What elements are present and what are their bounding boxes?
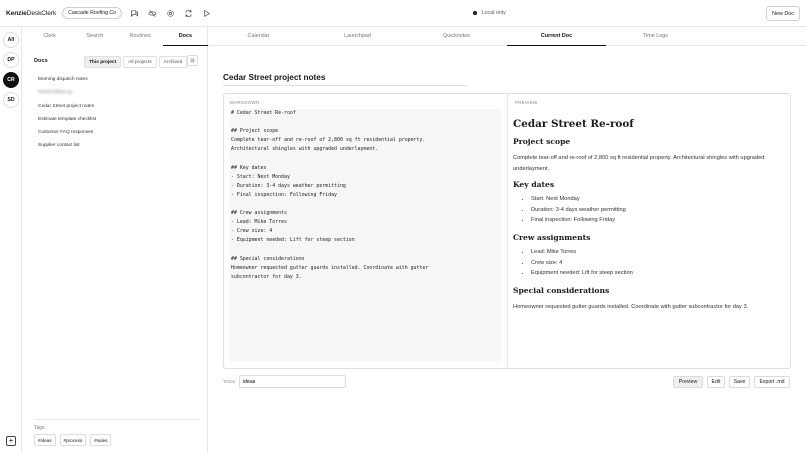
- sidebar: [27, 27, 208, 453]
- list-item: • Start: Next Monday: [531, 194, 786, 205]
- preview-paragraph-scope: Complete tear-off and re-roof of 2,800 sq ft residential property. Architectural shingles with upgraded underlayment.: [513, 155, 765, 172]
- tab-current-doc[interactable]: Current Doc: [507, 27, 606, 46]
- filter-this-project[interactable]: This project: [84, 56, 121, 68]
- tag-sales[interactable]: #sales: [90, 434, 111, 446]
- doc-filter: [84, 56, 189, 68]
- eye-off-icon[interactable]: [148, 9, 157, 18]
- refresh-icon[interactable]: [184, 9, 193, 18]
- main-tabs: [209, 27, 806, 46]
- tab-time-logs[interactable]: Time Logs: [643, 33, 668, 39]
- brand-name-bold: Kenzie: [6, 9, 27, 17]
- doc-item-customer-faq[interactable]: Customer FAQ responses: [38, 130, 94, 136]
- save-button[interactable]: Save: [729, 376, 750, 388]
- doc-item-supplier-contacts[interactable]: Supplier contact list: [38, 143, 80, 149]
- chat-icon[interactable]: [130, 9, 139, 18]
- new-doc-button[interactable]: New Doc: [766, 6, 800, 21]
- tags-input[interactable]: [239, 375, 346, 388]
- brand-name-rest: DeskClerk: [26, 9, 57, 17]
- tags-heading: Tags: [34, 425, 45, 431]
- tab-quicknotes[interactable]: Quicknotes: [443, 33, 470, 39]
- editor: [223, 93, 791, 369]
- tab-clerk[interactable]: Clerk: [43, 33, 56, 39]
- project-rail: [0, 27, 22, 453]
- sync-status: [473, 10, 506, 16]
- collapse-icon[interactable]: ⊡: [187, 55, 198, 66]
- filter-archived[interactable]: Archived: [159, 56, 188, 68]
- status-dot-icon: [473, 11, 477, 15]
- preview-list-crew: [531, 247, 786, 279]
- doc-list: [38, 76, 96, 156]
- rail-cr-button[interactable]: CR: [3, 72, 19, 88]
- rail-dp-button[interactable]: DP: [3, 52, 19, 68]
- preview-button[interactable]: Preview: [673, 376, 703, 388]
- preview-label: PREVIEW: [515, 100, 538, 105]
- doc-item-morning-dispatch[interactable]: Morning dispatch notes: [38, 77, 88, 82]
- list-item: • Crew size: 4: [531, 258, 786, 269]
- sync-status-label: Local only: [481, 10, 506, 16]
- markdown-label: MARKDOWN: [230, 100, 260, 105]
- divider: [34, 419, 200, 420]
- markdown-textarea[interactable]: # Cedar Street Re-roof ## Project scope Complete tear-off and re-roof of 2,800 sq ft residential property. Architectural shingles with upgraded underlayment. ## Key dates - Start: Next Monday - Duration: 3-4 days weather permitting - Final inspection: Following Friday ## Crew assignments - Lead: Mike Torres - Crew size: 4 - Equipment needed: Lift for steep section ## Special considerations Homeowner requested gutter guards installed. Coordinate with gutter subcontractor for day 3.: [230, 109, 501, 361]
- list-item: • Duration: 3-4 days weather permitting: [531, 205, 786, 216]
- workspace-selector[interactable]: Cascade Roofing Co: [62, 7, 122, 19]
- preview-heading-scope: Project scope: [513, 137, 571, 146]
- doc-title[interactable]: Cedar Street project notes: [223, 73, 326, 82]
- tab-calendar[interactable]: Calendar: [247, 33, 270, 39]
- rail-all-button[interactable]: All: [3, 32, 19, 48]
- tab-launchpad[interactable]: Launchpad: [344, 33, 371, 39]
- top-bar: [0, 0, 806, 27]
- play-icon[interactable]: [202, 9, 211, 18]
- add-project-icon[interactable]: +: [6, 436, 16, 446]
- preview-paragraph-special: Homeowner requested gutter guards installed. Coordinate with gutter subcontractor for day 3.: [513, 303, 749, 310]
- app-brand: [6, 10, 56, 17]
- docs-heading: Docs: [34, 58, 48, 64]
- preview-list-dates: [531, 194, 786, 226]
- rail-sd-button[interactable]: SD: [3, 92, 19, 108]
- filter-all-projects[interactable]: All projects: [123, 56, 156, 68]
- preview-pane: [509, 94, 790, 368]
- list-item: • Equipment needed: Lift for steep section: [531, 268, 786, 279]
- preview-content: [513, 112, 786, 318]
- preview-heading-crew: Crew assignments: [513, 232, 591, 242]
- export-md-button[interactable]: Export .md: [754, 376, 790, 388]
- markdown-pane: [224, 94, 508, 368]
- preview-heading-special: Special considerations: [513, 285, 610, 295]
- sidebar-tabs: [27, 27, 208, 46]
- tab-routines[interactable]: Routines: [129, 33, 151, 39]
- title-underline: [223, 85, 467, 86]
- doc-item-blurred[interactable]: Permit follow-up: [38, 90, 73, 96]
- list-item: • Final inspection: Following Friday: [531, 215, 786, 226]
- tab-docs[interactable]: Docs: [163, 27, 208, 46]
- edit-button[interactable]: Edit: [707, 376, 725, 388]
- gear-icon[interactable]: [166, 9, 175, 18]
- list-item: • Lead: Mike Torres: [531, 247, 786, 258]
- preview-heading-1: Cedar Street Re-roof: [513, 118, 634, 130]
- tag-ideas[interactable]: #ideas: [34, 434, 56, 446]
- tag-list: [34, 434, 115, 446]
- doc-item-cedar-street[interactable]: Cedar Street project notes: [38, 103, 94, 109]
- tags-field-label: TAGS: [223, 379, 236, 384]
- doc-item-estimate-template[interactable]: Estimate template checklist: [38, 116, 97, 122]
- tab-search[interactable]: Search: [86, 33, 104, 39]
- preview-heading-dates: Key dates: [513, 180, 555, 190]
- tag-process[interactable]: #process: [60, 434, 87, 446]
